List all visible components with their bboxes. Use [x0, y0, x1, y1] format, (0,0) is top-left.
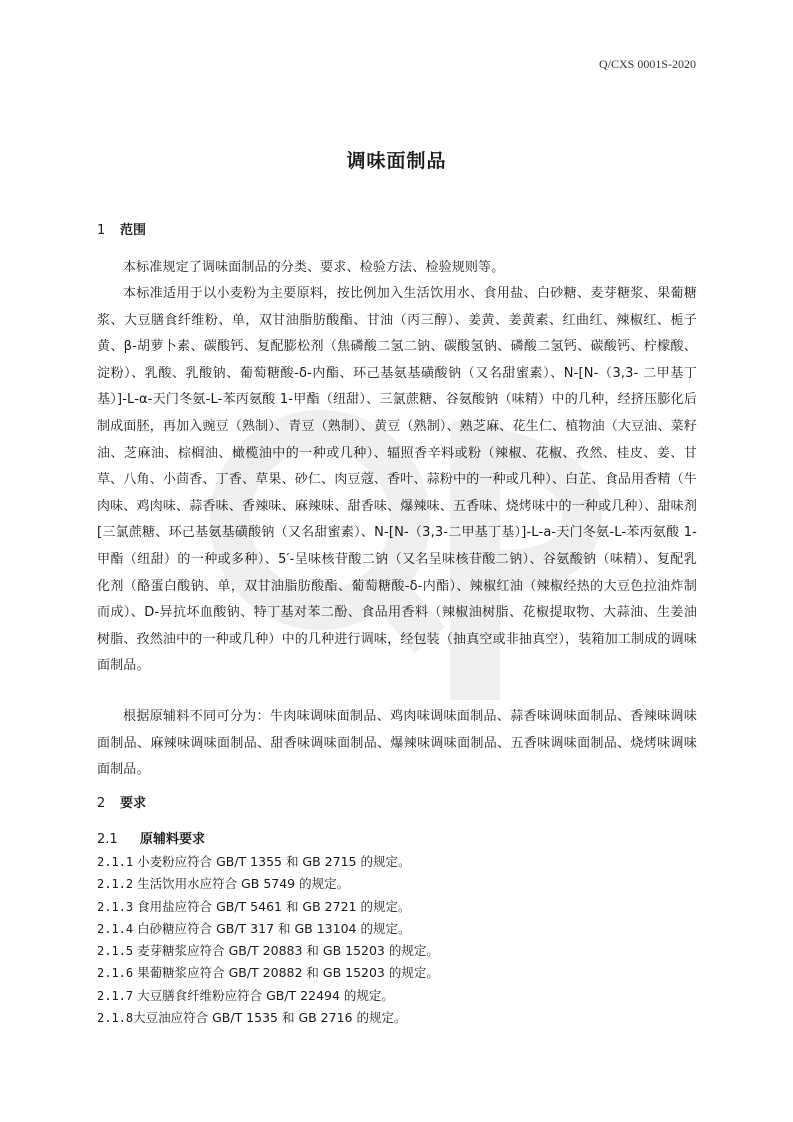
item-text: 麦芽糖浆应符合 GB/T 20883 和 GB 15203 的规定。	[137, 943, 439, 959]
subsection-number: 2.1	[97, 832, 118, 847]
item-text: 生活饮用水应符合 GB 5749 的规定。	[137, 876, 350, 892]
list-item	[97, 918, 697, 940]
list-item	[97, 962, 697, 984]
list-item	[97, 940, 697, 962]
list-item	[97, 896, 697, 918]
item-text: 大豆油应符合 GB/T 1535 和 GB 2716 的规定。	[133, 1010, 407, 1026]
section-title: 范围	[120, 223, 147, 238]
section-2-heading	[97, 792, 146, 811]
scope-paragraph: 本标准规定了调味面制品的分类、要求、检验方法、检验规则等。	[123, 260, 505, 275]
item-number: 2.1.5	[97, 944, 134, 959]
classification-paragraph: 根据原辅料不同可分为：牛肉味调味面制品、鸡肉味调味面制品、蒜香味调味面制品、香辣味调味面制品、麻辣味调味面制品、甜香味调味面制品、爆辣味调味面制品、五香味调味面制品、烧烤味调味面制品。	[97, 709, 697, 778]
subsection-title: 原辅料要求	[140, 832, 206, 847]
standard-code: Q/CXS 0001S-2020	[598, 57, 696, 71]
item-text: 大豆膳食纤维粉应符合 GB/T 22494 的规定。	[137, 987, 394, 1003]
item-text: 果葡糖浆应符合 GB/T 20882 和 GB 15203 的规定。	[137, 965, 439, 981]
item-number: 2.1.4	[97, 921, 134, 936]
item-number: 2.1.3	[97, 899, 134, 914]
list-item	[97, 985, 697, 1007]
item-text: 白砂糖应符合 GB/T 317 和 GB 13104 的规定。	[137, 920, 411, 936]
list-item	[97, 1007, 697, 1029]
section-number: 1	[97, 223, 106, 238]
subsection-heading	[97, 828, 205, 847]
section-1-heading	[97, 219, 146, 238]
item-number: 2.1.7	[97, 988, 134, 1003]
item-text: 小麦粉应符合 GB/T 1355 和 GB 2715 的规定。	[137, 854, 411, 869]
applicability-paragraph: 本标准适用于以小麦粉为主要原料，按比例加入生活饮用水、食用盐、白砂糖、麦芽糖浆、果葡糖浆、大豆膳食纤维粉、单，双甘油脂肪酸酯、甘油（丙三醇）、姜黄、姜黄素、红曲红、辣椒红、栀子黄、β-胡萝卜素、碳酸钙、复配膨松剂（焦磷酸二氢二钠、碳酸氢钠、磷酸二氢钙、碳酸钙、柠檬酸、淀粉）、乳酸、乳酸钠、葡萄糖酸-δ-内酯、环己基氨基磺酸钠（又名甜蜜素）、N-[N-（3,3- 二甲基丁基）]-L-α-天门冬氨-L-苯丙氨酸 1-甲酯（纽甜）、三氯蔗糖、谷氨酸钠（味精）中的几种，经挤压膨化后制成面胚，再加入豌豆（熟制）、青豆（熟制）、黄豆（熟制）、熟芝麻、花生仁、植物油（大豆油、菜籽油、芝麻油、棕榈油、橄榄油中的一种或几种）、辐照香辛料或粉（辣椒、花椒、孜然、桂皮、姜、甘草、八角、小茴香、丁香、草果、砂仁、肉豆蔻、香叶、蒜粉中的一种或几种）、白芷、食品用香精（牛肉味、鸡肉味、蒜香味、香辣味、麻辣味、甜香味、爆辣味、五香味、烧烤味中的一种或几种）、甜味剂[三氯蔗糖、环己基氨基磺酸钠（又名甜蜜素）、N-[N-（3,3-二甲基丁基）]-L-a-天门冬氨-L-苯丙氨酸 1-甲酯（纽甜）的一种或多种）、5′-呈味核苷酸二钠（又名呈味核苷酸二钠）、谷氨酸钠（味精）、复配乳化剂（酪蛋白酸钠、单，双甘油脂肪酸酯、葡萄糖酸-δ-内酯）、辣椒红油（辣椒经热的大豆色拉油炸制而成）、D-异抗坏血酸钠、特丁基对苯二酚、食品用香料（辣椒油树脂、花椒提取物、大蒜油、生姜油树脂、孜然油中的一种或几种）中的几种进行调味，经包装（抽真空或非抽真空），装箱加工制成的调味面制品。	[97, 286, 697, 674]
item-text: 食用盐应符合 GB/T 5461 和 GB 2721 的规定。	[137, 898, 411, 914]
section-title: 要求	[120, 796, 147, 811]
requirement-list	[97, 851, 697, 1029]
list-item	[97, 873, 697, 895]
section-number: 2	[97, 796, 106, 811]
item-number: 2.1.6	[97, 966, 134, 981]
item-number: 2.1.8	[97, 1011, 134, 1026]
item-number: 2.1.2	[97, 877, 134, 892]
item-number: 2.1.1	[97, 855, 134, 869]
document-title: 调味面制品	[346, 150, 447, 172]
list-item	[97, 851, 697, 873]
